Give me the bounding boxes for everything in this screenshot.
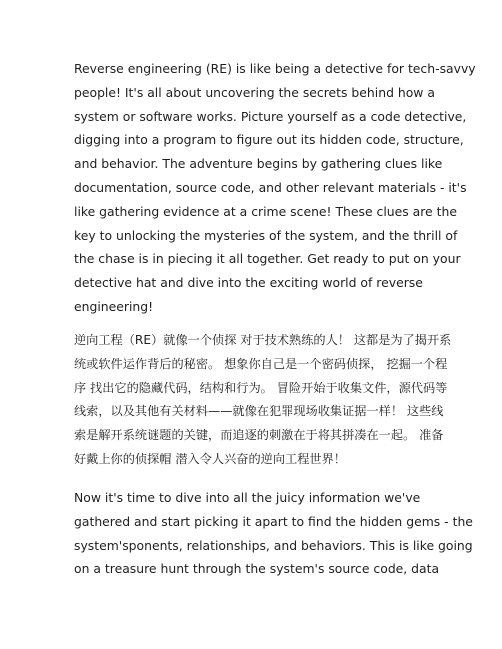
paragraph-english-continuation — [74, 486, 473, 581]
text-line: the chase is in piecing it all together. Get ready to put on your — [74, 251, 461, 267]
text-line: like gathering evidence at a crime scene! These clues are the — [74, 203, 457, 219]
text-line: detective hat and dive into the exciting world of reverse — [74, 275, 423, 291]
text-line: and behavior. The adventure begins by gathering clues like — [74, 156, 443, 172]
text-line: 序 找出它的隐藏代码，结构和行为。 冒险开始于收集文件，源代码等 — [74, 380, 448, 395]
text-line: key to unlocking the mysteries of the system, and the thrill of — [74, 227, 458, 243]
text-line: 统或软件运作背后的秘密。 想象你自己是一个密码侦探， 挖掘一个程 — [74, 356, 448, 371]
text-line: gathered and start picking it apart to find the hidden gems - the — [74, 513, 473, 529]
text-line: 好戴上你的侦探帽 潜入令人兴奋的逆向工程世界！ — [74, 451, 346, 466]
text-line: people! It's all about uncovering the secrets behind how a — [74, 84, 435, 100]
text-line: engineering! — [74, 298, 154, 314]
text-line: documentation, source code, and other relevant materials - it's — [74, 179, 467, 195]
text-line: 逆向工程（RE）就像一个侦探 对于技术熟练的人！ 这都是为了揭开系 — [74, 333, 452, 347]
paragraph-chinese-translation — [74, 329, 451, 472]
text-line: system or software works. Picture yourself as a code detective, — [74, 108, 467, 124]
text-line: digging into a program to figure out its hidden code, structure, — [74, 132, 464, 148]
text-line: system'sponents, relationships, and behaviors. This is like going — [74, 537, 473, 553]
text-line: on a treasure hunt through the system's source code, data — [74, 561, 440, 577]
paragraph-english-intro — [74, 57, 476, 319]
text-line: Reverse engineering (RE) is like being a detective for tech-savvy — [74, 61, 476, 76]
text-line: 线索，以及其他有关材料——就像在犯罪现场收集证据一样！ 这些线 — [74, 404, 444, 419]
text-line: Now it's time to dive into all the juicy information we've — [74, 490, 421, 505]
text-line: 索是解开系统谜题的关键，而追逐的刺激在于将其拼凑在一起。 准备 — [74, 428, 444, 443]
